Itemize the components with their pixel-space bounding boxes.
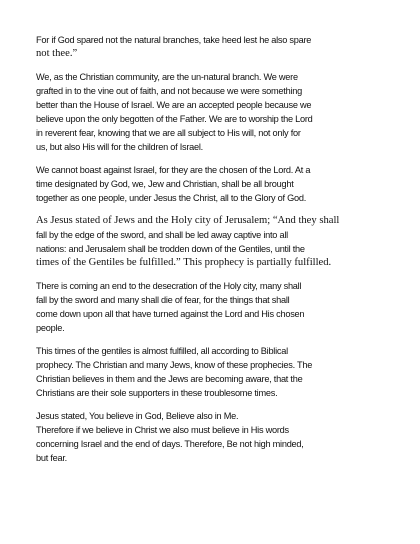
text-line: us, but also His will for the children of Israel.: [36, 142, 203, 152]
text-line: concerning Israel and the end of days. Therefore, Be not high minded,: [36, 439, 304, 449]
text-line: not thee.”: [36, 48, 78, 59]
text-line: fall by the edge of the sword, and shall be led away captive into all: [36, 230, 288, 240]
paragraph-1: [36, 33, 392, 61]
text-line: fall by the sword and many shall die of fear, for the things that shall: [36, 295, 290, 305]
text-line: As Jesus stated of Jews and the Holy city of Jerusalem; “And they shall: [36, 215, 340, 226]
text-line: together as one people, under Jesus the Christ, all to the Glory of God.: [36, 193, 307, 203]
text-line: times of the Gentiles be fulfilled.” This prophecy is partially fulfilled.: [36, 257, 332, 268]
text-line: come down upon all that have turned against the Lord and His chosen: [36, 309, 305, 319]
text-line: Christian believes in them and the Jews are becoming aware, that the: [36, 374, 303, 384]
document-page: [36, 33, 392, 474]
paragraph-7: [36, 409, 392, 465]
text-line: believe upon the only begotten of the Father. We are to worship the Lord: [36, 114, 313, 124]
text-line: prophecy. The Christian and many Jews, know of these prophecies. The: [36, 360, 313, 370]
paragraph-2: [36, 70, 392, 154]
text-line: Jesus stated, You believe in God, Believe also in Me.: [36, 411, 239, 421]
text-line: For if God spared not the natural branches, take heed lest he also spare: [36, 35, 312, 45]
text-line: in reverent fear, knowing that we are all subject to His will, not only for: [36, 128, 301, 138]
text-line: nations: and Jerusalem shall be trodden down of the Gentiles, until the: [36, 244, 305, 254]
paragraph-5: [36, 279, 392, 335]
text-line: people.: [36, 323, 65, 333]
text-line: time designated by God, we, Jew and Christian, shall be all brought: [36, 179, 294, 189]
text-line: There is coming an end to the desecration of the Holy city, many shall: [36, 281, 302, 291]
text-line: We cannot boast against Israel, for they are the chosen of the Lord. At a: [36, 165, 311, 175]
text-line: Therefore if we believe in Christ we also must believe in His words: [36, 425, 289, 435]
paragraph-6: [36, 344, 392, 400]
paragraph-3: [36, 163, 392, 205]
text-line: better than the House of Israel. We are an accepted people because we: [36, 100, 312, 110]
text-line: Christians are their sole supporters in these troublesome times.: [36, 388, 278, 398]
text-line: grafted in to the vine out of faith, and not because we were something: [36, 86, 302, 96]
text-line: We, as the Christian community, are the un-natural branch. We were: [36, 72, 298, 82]
text-line: This times of the gentiles is almost fulfilled, all according to Biblical: [36, 346, 288, 356]
paragraph-4: [36, 214, 392, 270]
text-line: but fear.: [36, 453, 67, 463]
